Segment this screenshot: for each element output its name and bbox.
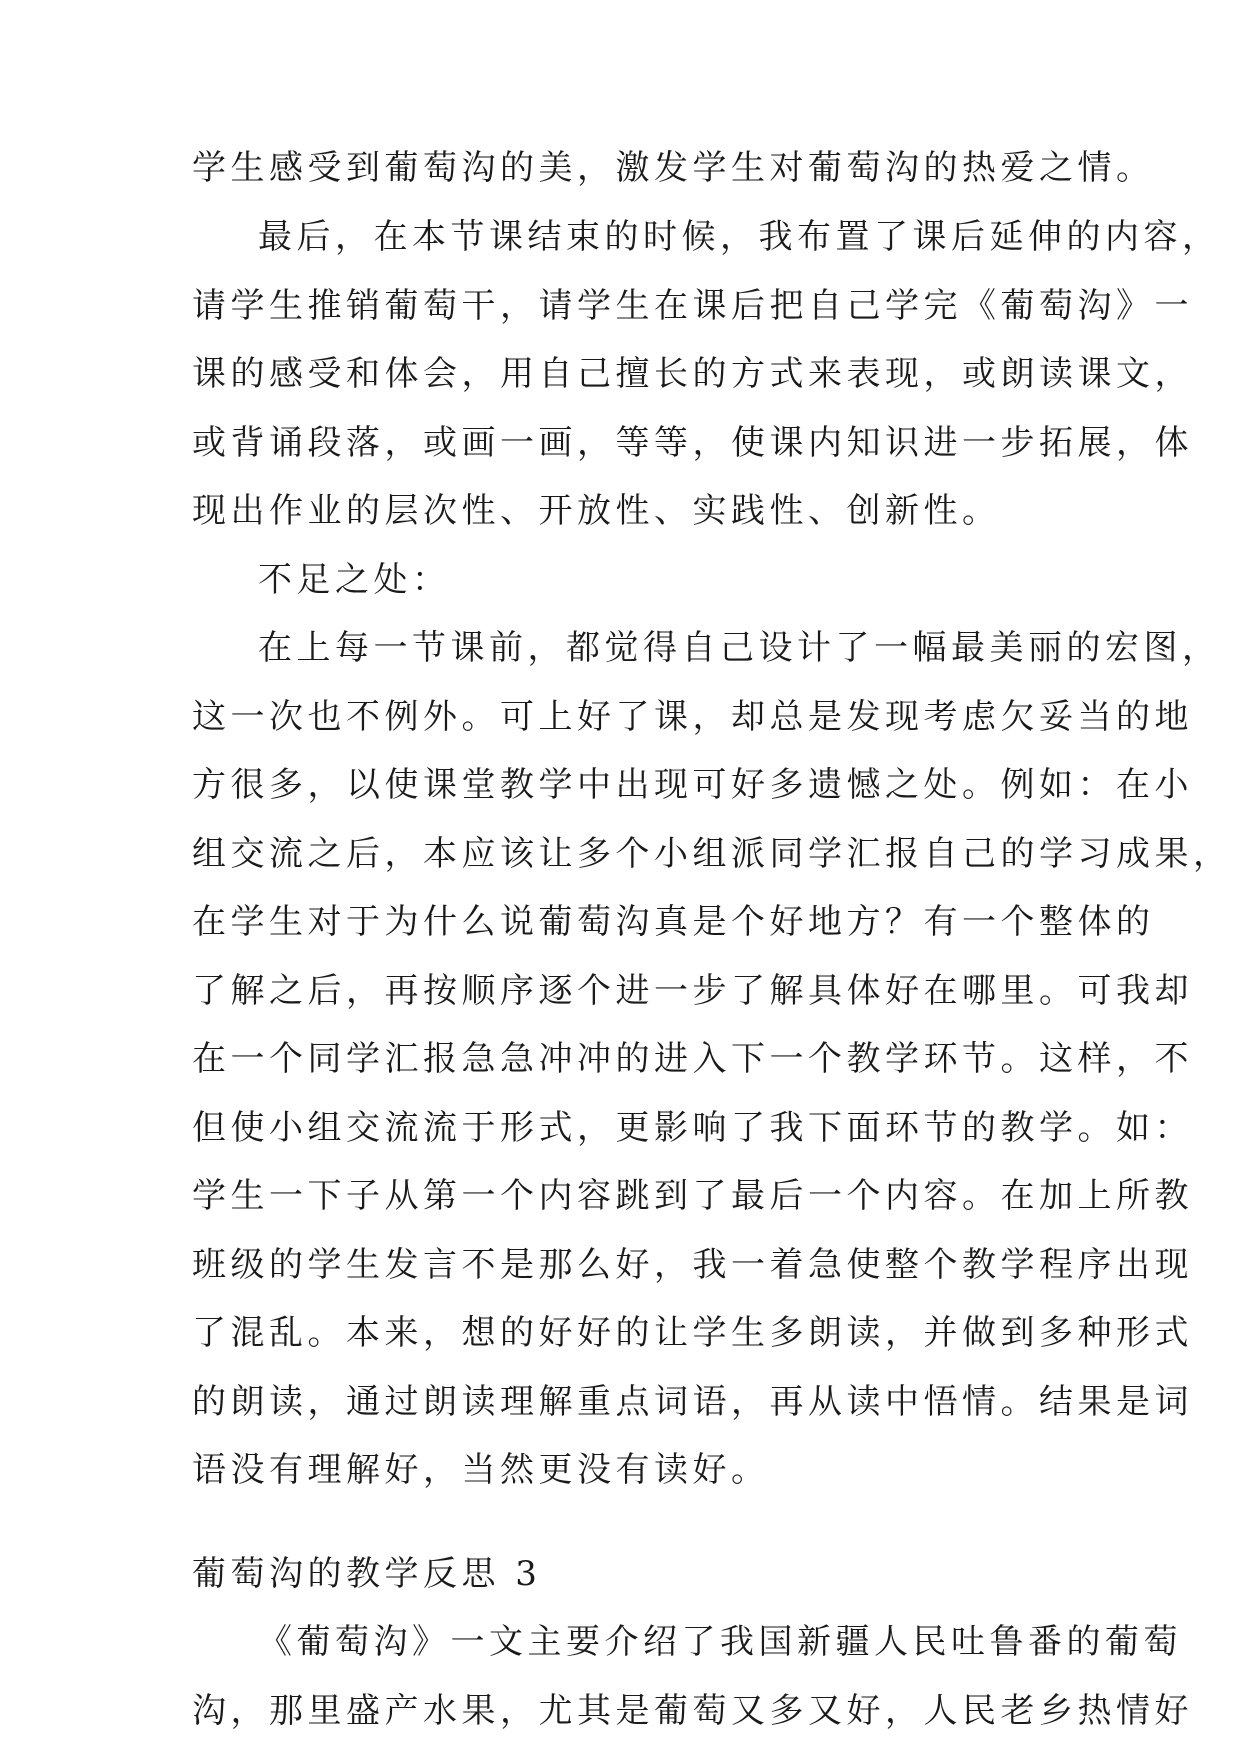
text-line: 在一个同学汇报急急冲冲的进入下一个教学环节。这样，不 [192,1039,1193,1079]
text-line: 课的感受和体会，用自己擅长的方式来表现，或朗读课文， [192,354,1193,394]
section-label: 不足之处： [258,560,451,600]
paragraph-first-line: 在上每一节课前，都觉得自己设计了一幅最美丽的宏图， [258,628,1221,668]
text-line: 的朗读，通过朗读理解重点词语，再从读中悟情。结果是词 [192,1382,1193,1422]
section-heading: 葡萄沟的教学反思 3 [192,1554,542,1594]
paragraph-first-line: 《葡萄沟》一文主要介绍了我国新疆人民吐鲁番的葡萄 [258,1622,1182,1662]
text-line: 或背诵段落，或画一画，等等，使课内知识进一步拓展，体 [192,423,1193,463]
text-line: 方很多，以使课堂教学中出现可好多遗憾之处。例如：在小 [192,765,1193,805]
text-line: 沟，那里盛产水果，尤其是葡萄又多又好，人民老乡热情好 [192,1691,1193,1731]
text-line: 在学生对于为什么说葡萄沟真是个好地方？有一个整体的 [192,902,1155,942]
text-line: 语没有理解好，当然更没有读好。 [192,1450,770,1490]
text-line: 班级的学生发言不是那么好，我一着急使整个教学程序出现 [192,1245,1193,1285]
text-line: 请学生推销葡萄干，请学生在课后把自己学完《葡萄沟》一 [192,286,1193,326]
text-line: 但使小组交流流于形式，更影响了我下面环节的教学。如： [192,1108,1193,1148]
text-line: 了混乱。本来，想的好好的让学生多朗读，并做到多种形式 [192,1313,1193,1353]
text-line: 学生感受到葡萄沟的美，激发学生对葡萄沟的热爱之情。 [192,148,1155,188]
text-line: 学生一下子从第一个内容跳到了最后一个内容。在加上所教 [192,1176,1193,1216]
text-line: 了解之后，再按顺序逐个进一步了解具体好在哪里。可我却 [192,971,1193,1011]
paragraph-first-line: 最后，在本节课结束的时候，我布置了课后延伸的内容， [258,217,1221,257]
text-line: 这一次也不例外。可上好了课，却总是发现考虑欠妥当的地 [192,697,1193,737]
text-line: 组交流之后，本应该让多个小组派同学汇报自己的学习成果， [192,834,1232,874]
text-line: 现出作业的层次性、开放性、实践性、创新性。 [192,491,1001,531]
